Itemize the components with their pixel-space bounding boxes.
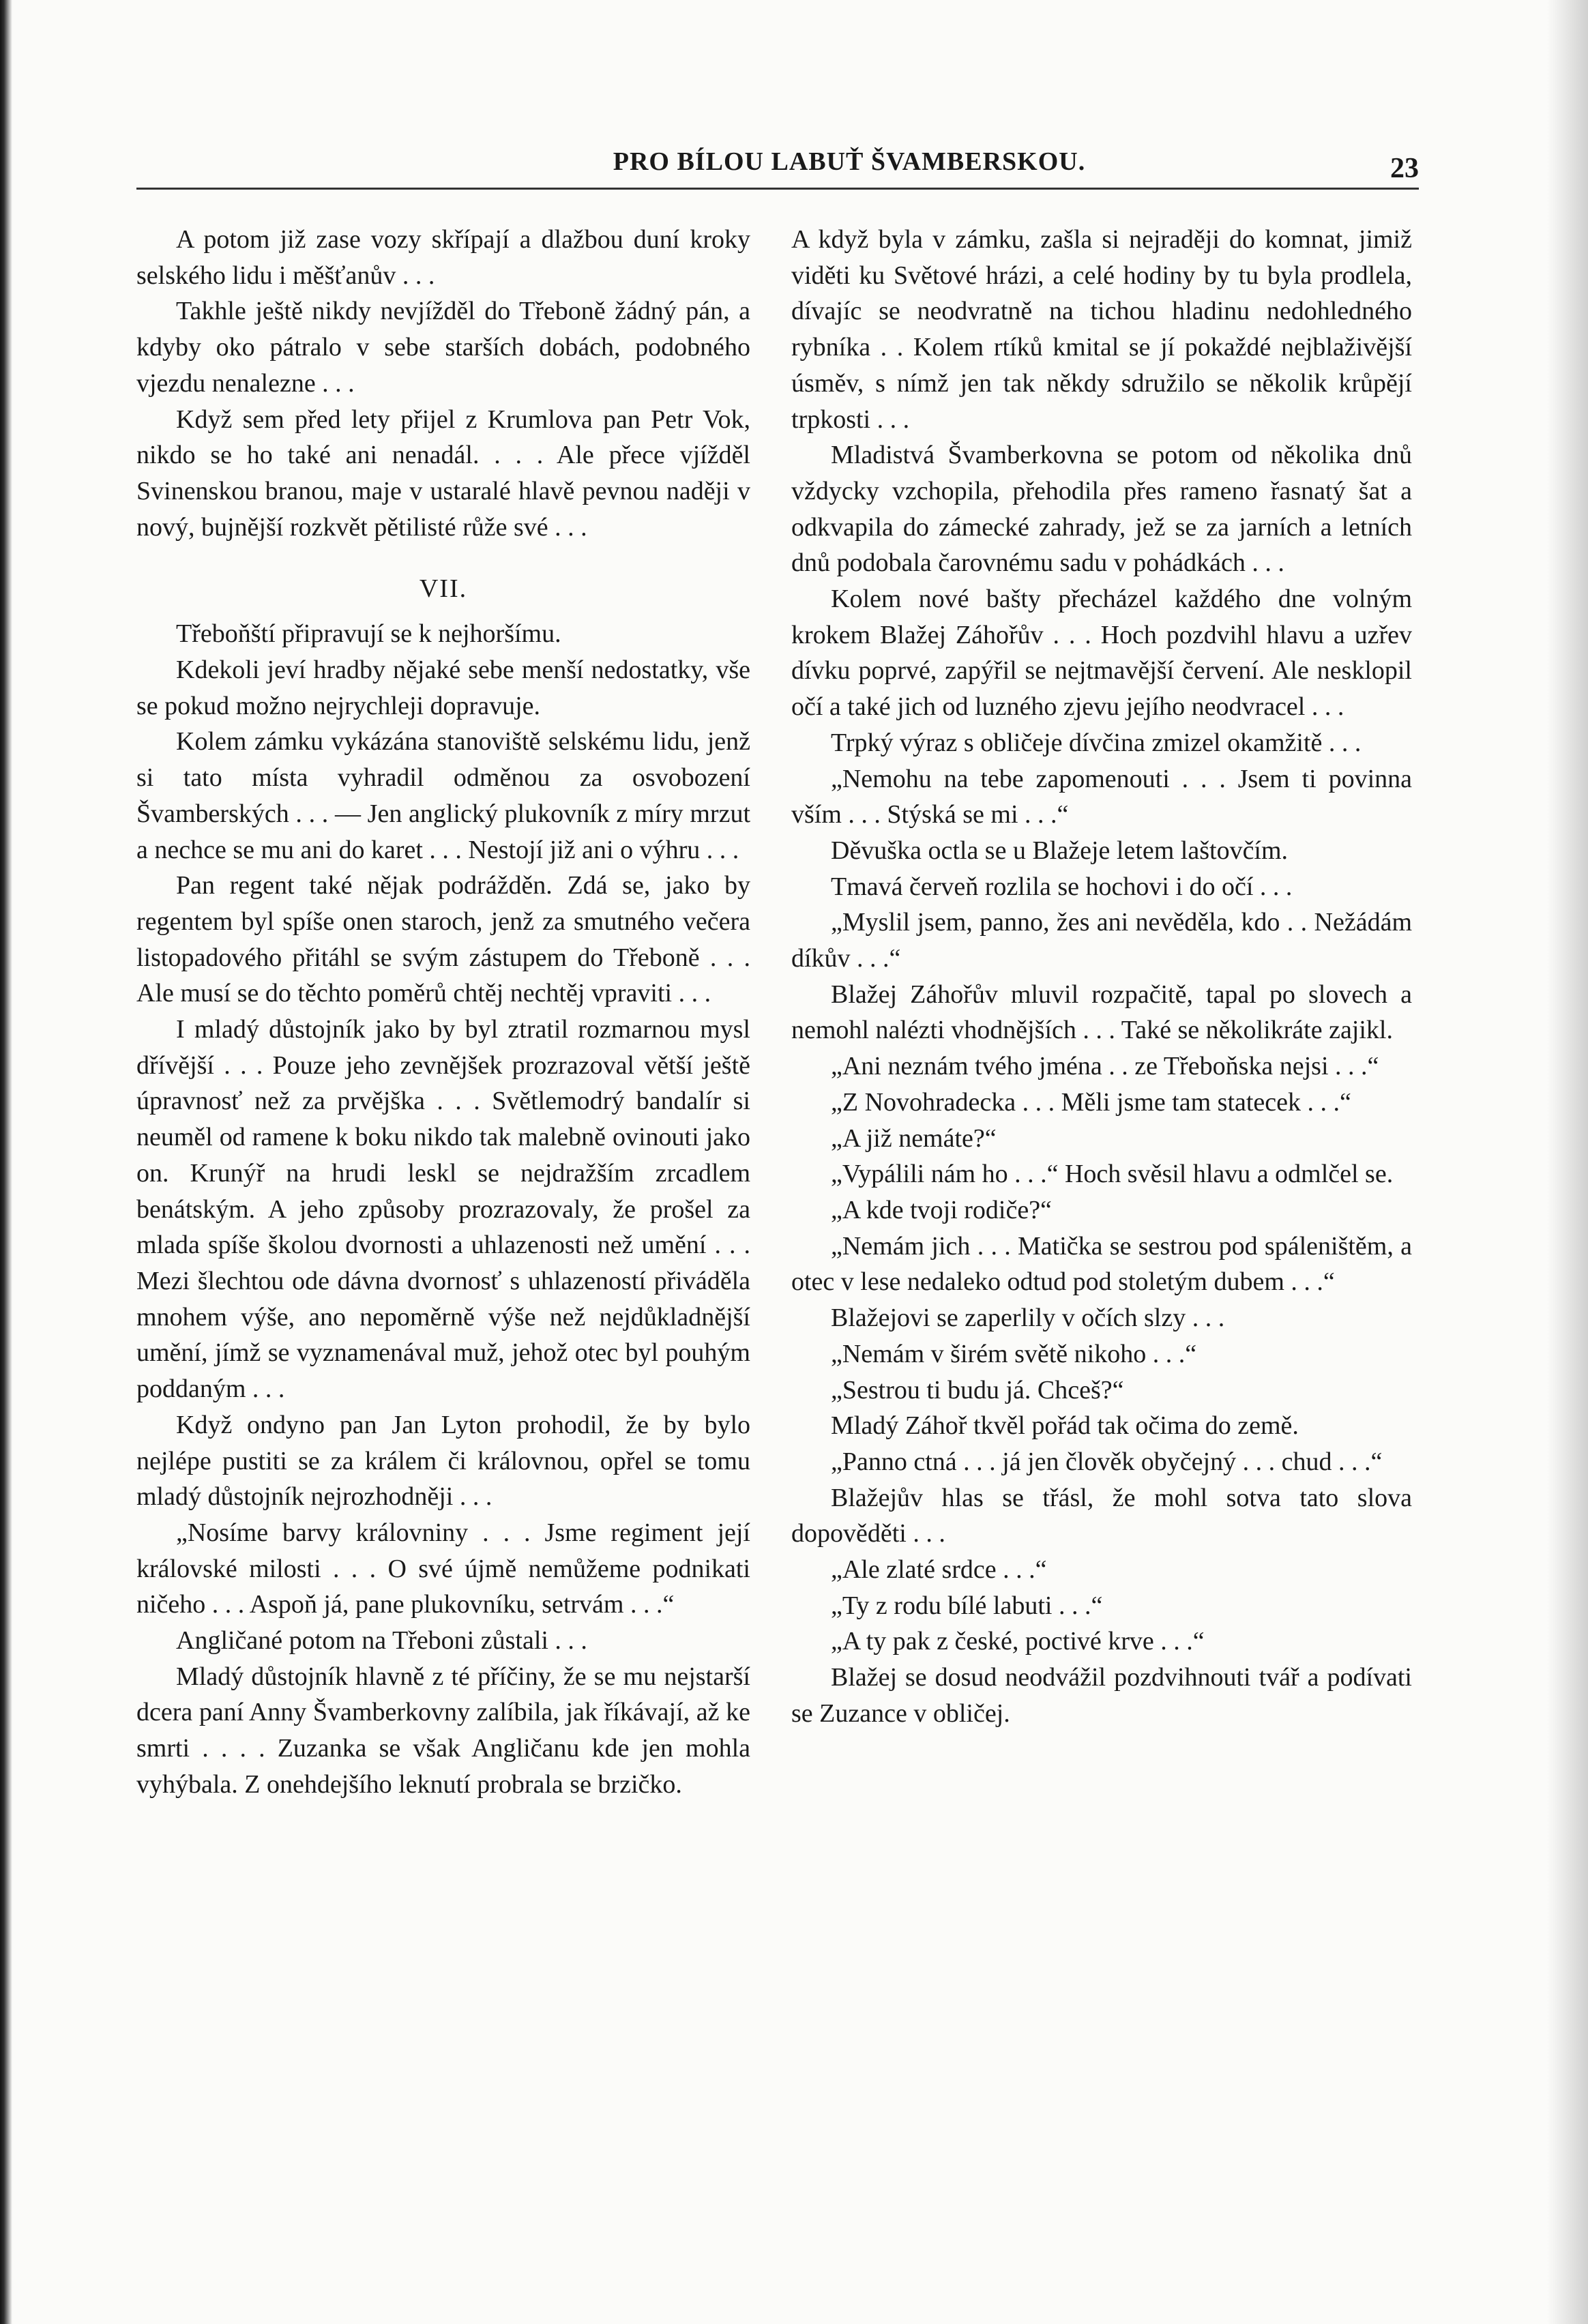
paragraph: Blažejův hlas se třásl, že mohl sotva tato slova dopověděti . . . — [791, 1483, 1412, 1548]
paragraph: Kolem zámku vykázána stanoviště selskému lidu, jenž si tato místa vyhradil odměnou za osvobození Švamberských . . . — Jen anglický plukovník z míry mrzut a nechce se mu ani do karet . . . Nestojí již ani o výhru . . . — [136, 727, 750, 864]
header-rule — [136, 188, 1419, 190]
paragraph: „Ani neznám tvého jména . . ze Třeboňska nejsi . . .“ — [831, 1052, 1379, 1081]
paragraph: „A již nemáte?“ — [831, 1123, 997, 1153]
paragraph: „Nemám v širém světě nikoho . . .“ — [831, 1339, 1197, 1368]
paragraph: Blažejovi se zaperlily v očích slzy . . . — [831, 1304, 1225, 1333]
paragraph: „Ale zlaté srdce . . .“ — [831, 1555, 1047, 1585]
paragraph: I mladý důstojník jako by byl ztratil rozmarnou mysl dřívější . . . Pouze jeho zevnějšek prozrazoval větší ještě úpravnosť než za prvějška . . . Světlemodrý bandalír si neuměl od ramene k boku nikdo tak malebně ovinouti jako on. Krunýř na hrudi leskl se nejdražším zrcadlem benátským. A jeho způsoby prozrazovaly, že prošel za mlada spíše školou dvornosti a uhlazenosti než umění . . . Mezi šlechtou ode dávna dvornosť s uhlazeností přiváděla mnohem výše, ano nepoměrně výše než nejdůkladnější umění, jímž se vyznamenával muž, jehož otec byl pouhým poddaným . . . — [136, 1015, 750, 1404]
page-header — [136, 147, 1419, 194]
paragraph: Angličané potom na Třeboni zůstali . . . — [176, 1626, 587, 1656]
paragraph: Mladistvá Švamberkovna se potom od několika dnů vždycky vzchopila, přehodila přes rameno řasnatý šat a odkvapila do zámecké zahrady, jež se za jarních a letních dnů podobala čarovnému sadu v pohádkách . . . — [791, 441, 1412, 578]
paragraph: Když ondyno pan Jan Lyton prohodil, že by bylo nejlépe pustiti se za králem či královnou, opřel se tomu mladý důstojník nejrozhodněji . . . — [136, 1410, 750, 1512]
running-title: PRO BÍLOU LABUŤ ŠVAMBERSKOU. — [613, 147, 1086, 176]
paragraph: Mladý Záhoř tkvěl pořád tak očima do země. — [831, 1411, 1299, 1441]
paragraph: Takhle ještě nikdy nevjížděl do Třeboně žádný pán, a kdyby oko pátralo v sebe starších dobách, podobného vjezdu nenalezne . . . — [136, 297, 750, 398]
paragraph: „Nemohu na tebe zapomenouti . . . Jsem ti povinna vším . . . Stýská se mi . . .“ — [791, 764, 1412, 829]
paragraph: A když byla v zámku, zašla si nejraději do komnat, jimiž viděti ku Světové hrázi, a celé hodiny by tu byla prodlela, dívajíc se neodvratně na tichou hladinu nedohledného rybníka . . Kolem rtíků kmital se jí pokaždé nejblaživější úsměv, s nímž jen tak někdy sdružilo se několik krůpějí trpkosti . . . — [791, 225, 1412, 434]
paragraph: Pan regent také nějak podrážděn. Zdá se, jako by regentem byl spíše onen staroch, jenž za smutného večera listopadového přitáhl se svým zástupem do Třeboně . . . Ale musí se do těchto poměrů chtěj nechtěj vpraviti . . . — [136, 871, 750, 1008]
paragraph: Mladý důstojník hlavně z té příčiny, že se mu nejstarší dcera paní Anny Švamberkovny zalíbila, jak říkávají, až ke smrti . . . . Zuzanka se však Angličanu kde jen mohla vyhýbala. Z onehdejšího leknutí probrala se brzičko. — [136, 1662, 750, 1799]
paragraph: „A ty pak z české, poctivé krve . . .“ — [831, 1627, 1205, 1656]
page-binding-edge — [0, 0, 12, 2324]
paragraph: Blažej Záhořův mluvil rozpačitě, tapal po slovech a nemohl nalézti vhodnějších . . . Také se několikráte zajikl. — [791, 980, 1412, 1045]
paragraph: „Nemám jich . . . Matička se sestrou pod spáleništěm, a otec v lese nedaleko odtud pod stoletým dubem . . .“ — [791, 1231, 1412, 1297]
paragraph: Blažej se dosud neodvážil pozdvihnouti tvář a podívati se Zuzance v obličej. — [791, 1663, 1412, 1728]
paragraph: „Z Novohradecka . . . Měli jsme tam statecek . . .“ — [831, 1087, 1351, 1117]
paragraph: „Sestrou ti budu já. Chceš?“ — [831, 1375, 1124, 1404]
paragraph: „A kde tvoji rodiče?“ — [831, 1195, 1052, 1224]
paragraph: Tmavá červeň rozlila se hochovi i do očí . . . — [831, 872, 1293, 901]
paragraph: Když sem před lety přijel z Krumlova pan Petr Vok, nikdo se ho také ani nenadál. . . . Ale přece vjížděl Svinenskou branou, maje v ustaralé hlavě pevnou naději v nový, bujnější rozkvět pětilisté růže své . . . — [136, 405, 750, 542]
paragraph: Děvuška octla se u Blažeje letem laštovčím. — [831, 836, 1289, 865]
page-outer-edge — [1547, 0, 1588, 2324]
paragraph: „Ty z rodu bílé labuti . . .“ — [831, 1591, 1103, 1620]
paragraph: Trpký výraz s obličeje dívčina zmizel okamžitě . . . — [831, 728, 1362, 757]
paragraph: Kolem nové bašty přecházel každého dne volným krokem Blažej Záhořův . . . Hoch pozdvihl hlavu a uzřev dívku poprvé, zapýřil se nejtmavější červení. Ale nesklopil očí a také jich od luzného zjevu jejího neodvracel . . . — [791, 585, 1412, 722]
paragraph: A potom již zase vozy skřípají a dlažbou duní kroky selského lidu i měšťanův . . . — [136, 225, 750, 290]
left-column — [136, 222, 750, 1803]
paragraph: „Vypálili nám ho . . .“ Hoch svěsil hlavu a odmlčel se. — [831, 1160, 1394, 1189]
page-number: 23 — [1390, 153, 1419, 184]
paragraph: „Nosíme barvy královniny . . . Jsme regiment její královské milosti . . . O své újmě nemůžeme podnikati ničeho . . . Aspoň já, pane plukovníku, setrvám . . .“ — [136, 1518, 750, 1619]
chapter-heading: VII. — [419, 574, 468, 604]
paragraph: „Panno ctná . . . já jen člověk obyčejný . . . chud . . .“ — [831, 1447, 1383, 1476]
paragraph: Třeboňští připravují se k nejhoršímu. — [176, 619, 561, 649]
right-column — [791, 222, 1412, 1732]
paragraph: „Myslil jsem, panno, žes ani nevěděla, kdo . . Nežádám díkův . . .“ — [791, 908, 1412, 973]
paragraph: Kdekoli jeví hradby nějaké sebe menší nedostatky, vše se pokud možno nejrychleji dopravuje. — [136, 656, 750, 720]
